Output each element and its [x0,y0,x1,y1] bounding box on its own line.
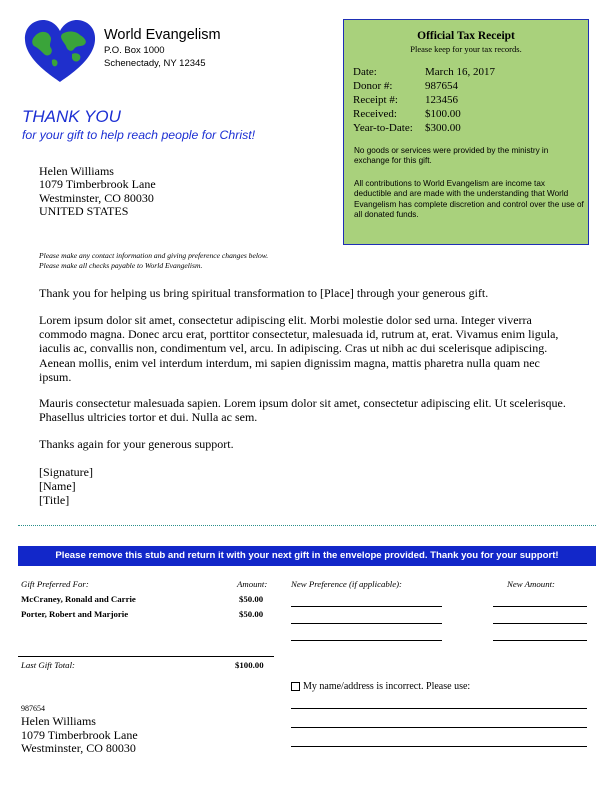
donor-account-number: 987654 [21,704,45,713]
corrected-address-line[interactable] [291,727,587,728]
thank-you-subheading: for your gift to help reach people for Christ! [22,128,256,142]
receipt-row-value: 987654 [425,80,458,92]
receipt-subtitle: Please keep for your tax records. [410,44,522,54]
new-amount-header: New Amount: [507,579,555,589]
letter-paragraph: Thanks again for your generous support. [39,437,234,451]
receipt-row-value: March 16, 2017 [425,66,495,78]
tear-off-line [18,525,596,526]
stub-donor-address [21,702,138,756]
donor-city: Westminster, CO 80030 [39,190,154,205]
org-name: World Evangelism [104,27,221,43]
address-incorrect-checkbox[interactable] [291,682,300,691]
receipt-row-label: Receipt #: [353,94,398,106]
tax-receipt-box [343,19,589,245]
receipt-note-goods: No goods or services were provided by the ministry in exchange for this gift. [354,146,549,166]
gift-amount: $50.00 [239,609,264,619]
receipt-row-receipt [353,94,458,106]
receipt-row-received [353,108,461,120]
new-amount-field[interactable] [493,623,587,624]
receipt-row-value: $100.00 [425,108,461,120]
receipt-row-label: Date: [353,66,377,78]
address-incorrect-option[interactable] [291,681,470,692]
donor-street: 1079 Timberbrook Lane [21,727,138,742]
receipt-row-value: $300.00 [425,122,461,134]
instructions [39,251,268,271]
new-preference-field[interactable] [291,623,442,624]
receipt-row-label: Donor #: [353,80,393,92]
corrected-address-line[interactable] [291,708,587,709]
new-amount-field[interactable] [493,640,587,641]
new-preference-header: New Preference (if applicable): [291,579,402,589]
thank-you-heading: THANK YOU [22,107,121,126]
new-amount-field[interactable] [493,606,587,607]
title-placeholder: [Title] [39,493,70,508]
instruction-line: Please make all checks payable to World Evangelism. [39,261,203,270]
donor-street: 1079 Timberbrook Lane [39,177,156,192]
signature-placeholder: [Signature] [39,465,93,479]
name-placeholder: [Name] [39,479,76,494]
letter-paragraph: Lorem ipsum dolor sit amet, consectetur adipiscing elit. Morbi molestie dolor sed urna. Integer viverra commodo magna. Donec arcu erat, porttitor consectetur, malesuada id, rutrum at, erat. Vivamus enim ligula, iaculis ac, convallis non, condimentum vel, arcu. In adipiscing. Cras ut nibh ac dui scelerisque adipiscing. Aenean mollis, enim vel interdum interdum, mi sapien dignissim magna, mattis pharetra nulla quam nec ipsum. [39,313,559,384]
corrected-address-line[interactable] [291,746,587,747]
receipt-row-label: Received: [353,108,397,120]
org-address-line2: Schenectady, NY 12345 [104,58,206,69]
receipt-row-donor [353,80,458,92]
receipt-row-label: Year-to-Date: [353,122,413,134]
org-address-line1: P.O. Box 1000 [104,45,165,56]
receipt-note-deductible: All contributions to World Evangelism are income tax deductible and are made with the understanding that World Evangelism has complete discretion and control over the use of all donated funds. [354,179,584,219]
receipt-title: Official Tax Receipt [417,30,515,42]
gift-name: Porter, Robert and Marjorie [21,609,129,619]
receipt-row-ytd [353,122,461,134]
gift-amount: $50.00 [239,594,264,604]
signature-block [39,465,574,508]
receipt-row-date [353,66,495,78]
stub-banner: Please remove this stub and return it with your next gift in the envelope provided. Thank you for your support! [18,546,596,566]
gift-preferred-header: Gift Preferred For: [21,579,89,589]
last-gift-total-label: Last Gift Total: [21,660,75,670]
letter-paragraph: Thank you for helping us bring spiritual transformation to [Place] through your generous gift. [39,286,489,300]
donor-country: UNITED STATES [39,204,129,219]
letter-paragraph: Mauris consectetur malesuada sapien. Lorem ipsum dolor sit amet, consectetur adipiscing elit. Ut scelerisque. Phasellus ultricies tortor et dui. Nulla ac sem. [39,396,566,425]
amount-header: Amount: [237,579,268,589]
total-divider [18,656,274,657]
donor-name: Helen Williams [21,714,96,729]
gift-name: McCraney, Ronald and Carrie [21,594,136,604]
receipt-row-value: 123456 [425,94,458,106]
donor-name: Helen Williams [39,164,114,178]
donor-address-block [39,165,156,219]
donor-city: Westminster, CO 80030 [21,741,136,756]
last-gift-total-amount: $100.00 [235,660,264,670]
new-preference-field[interactable] [291,640,442,641]
address-incorrect-label: My name/address is incorrect. Please use: [303,681,471,692]
instruction-line: Please make any contact information and giving preference changes below. [39,251,269,260]
new-preference-field[interactable] [291,606,442,607]
heart-globe-logo [22,18,98,84]
